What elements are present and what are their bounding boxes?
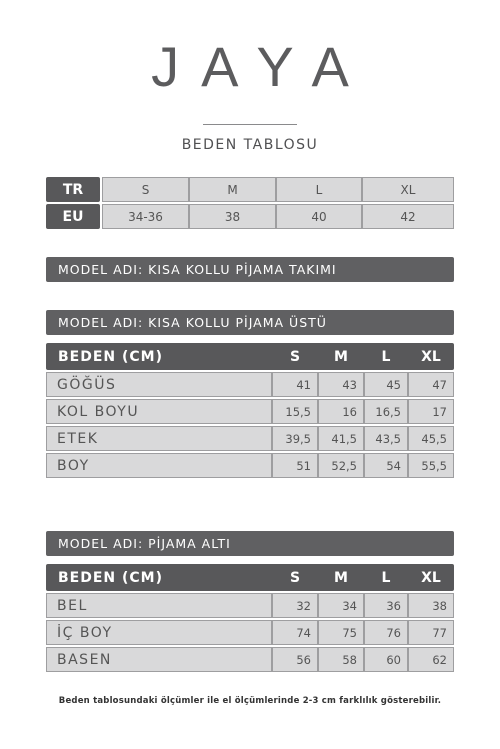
row-value: 45,5 <box>408 426 454 451</box>
header-size: M <box>334 348 348 365</box>
top-model-banner: MODEL ADI: KISA KOLLU PİJAMA ÜSTÜ <box>46 310 454 335</box>
tr-size-cell: XL <box>362 177 454 202</box>
table-row <box>46 399 454 424</box>
header-size: L <box>381 569 391 586</box>
page-title: BEDEN TABLOSU <box>181 137 319 153</box>
table-header <box>46 343 454 370</box>
eu-size-cell: 42 <box>362 204 454 229</box>
tr-label: TR <box>46 177 100 202</box>
row-value: 47 <box>408 372 454 397</box>
header-label: BEDEN (CM) <box>58 569 164 586</box>
eu-size-cell: 34-36 <box>102 204 189 229</box>
row-name: BEL <box>46 593 272 618</box>
row-value: 77 <box>408 620 454 645</box>
row-name: BASEN <box>46 647 272 672</box>
row-value: 52,5 <box>318 453 364 478</box>
table-row <box>46 593 454 618</box>
table-row <box>46 372 454 397</box>
row-value: 62 <box>408 647 454 672</box>
header-size: S <box>289 569 301 586</box>
row-value: 60 <box>364 647 408 672</box>
row-value: 32 <box>272 593 318 618</box>
row-value: 76 <box>364 620 408 645</box>
table-row <box>46 620 454 645</box>
row-value: 56 <box>272 647 318 672</box>
row-name: ETEK <box>46 426 272 451</box>
header-size: XL <box>421 348 441 365</box>
tr-row <box>46 177 454 204</box>
row-value: 54 <box>364 453 408 478</box>
row-value: 16,5 <box>364 399 408 424</box>
row-value: 75 <box>318 620 364 645</box>
tr-size-cell: L <box>276 177 362 202</box>
row-value: 39,5 <box>272 426 318 451</box>
table-row <box>46 426 454 451</box>
row-value: 38 <box>408 593 454 618</box>
footnote: Beden tablosundaki ölçümler ile el ölçümlerinde 2-3 cm farklılık gösterebilir. <box>58 696 442 706</box>
row-value: 41 <box>272 372 318 397</box>
table-header <box>46 564 454 591</box>
table-row <box>46 647 454 672</box>
row-value: 51 <box>272 453 318 478</box>
tr-size-cell: M <box>189 177 276 202</box>
eu-row <box>46 204 454 231</box>
logo-divider <box>203 124 297 125</box>
model-name-banner: MODEL ADI: KISA KOLLU PİJAMA TAKIMI <box>46 257 454 282</box>
row-value: 55,5 <box>408 453 454 478</box>
tr-size-cell: S <box>102 177 189 202</box>
eu-size-cell: 38 <box>189 204 276 229</box>
row-name: BOY <box>46 453 272 478</box>
header-label: BEDEN (CM) <box>58 348 164 365</box>
bottom-model-banner: MODEL ADI: PİJAMA ALTI <box>46 531 454 556</box>
row-value: 17 <box>408 399 454 424</box>
bottom-measurement-table <box>46 564 454 678</box>
header-size: S <box>289 348 301 365</box>
row-value: 45 <box>364 372 408 397</box>
row-name: İÇ BOY <box>46 620 272 645</box>
header-size: L <box>381 348 391 365</box>
row-value: 36 <box>364 593 408 618</box>
header-size: M <box>334 569 348 586</box>
eu-label: EU <box>46 204 100 229</box>
row-value: 74 <box>272 620 318 645</box>
row-value: 34 <box>318 593 364 618</box>
row-value: 43 <box>318 372 364 397</box>
row-value: 43,5 <box>364 426 408 451</box>
row-value: 15,5 <box>272 399 318 424</box>
row-value: 41,5 <box>318 426 364 451</box>
row-value: 16 <box>318 399 364 424</box>
row-name: KOL BOYU <box>46 399 272 424</box>
table-row <box>46 453 454 478</box>
brand-logo: JAYA <box>151 35 371 98</box>
size-conversion-grid <box>46 177 454 231</box>
row-name: GÖĞÜS <box>46 372 272 397</box>
top-measurement-table <box>46 343 454 483</box>
eu-size-cell: 40 <box>276 204 362 229</box>
row-value: 58 <box>318 647 364 672</box>
header-size: XL <box>421 569 441 586</box>
